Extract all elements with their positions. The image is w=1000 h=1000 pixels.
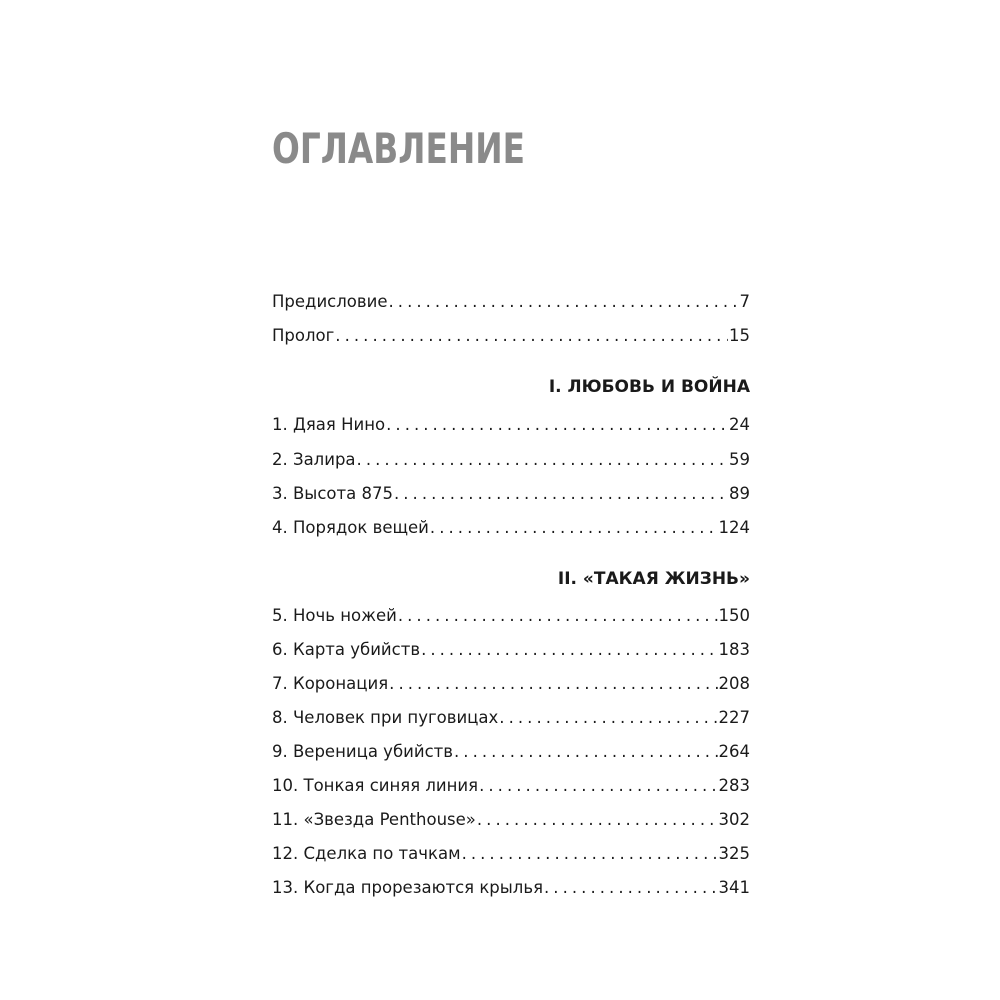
part-heading-1: I. ЛЮБОВЬ И ВОЙНА: [548, 377, 750, 397]
dot-leader: [477, 808, 718, 832]
dot-leader: [499, 706, 717, 730]
toc-entry[interactable]: [272, 448, 750, 472]
toc-entry-label: 9. Вереница убийств: [272, 742, 453, 761]
page-title: ОГЛАВЛЕНИЕ: [272, 124, 526, 173]
dot-leader: [386, 413, 728, 437]
toc-entry[interactable]: [272, 876, 750, 900]
toc-entry-page: 341: [718, 878, 750, 897]
toc-entry-label: 6. Карта убийств: [272, 640, 421, 659]
toc-entry-label: 11. «Звезда Penthouse»: [272, 810, 476, 829]
toc-entry-label: 1. Дяая Нино: [272, 415, 386, 434]
toc-entry[interactable]: [272, 740, 750, 764]
toc-entry-label: 10. Тонкая синяя линия: [272, 776, 479, 795]
toc-entry-label: 2. Залира: [272, 450, 356, 469]
toc-entry[interactable]: [272, 774, 750, 798]
toc-entry-page: 89: [729, 484, 750, 503]
dot-leader: [421, 638, 717, 662]
toc-entry-page: 283: [718, 776, 750, 795]
toc-entry-page: 15: [729, 326, 750, 345]
part-heading-2: II. «ТАКАЯ ЖИЗНЬ»: [557, 569, 750, 589]
toc-entry-page: 124: [718, 518, 750, 537]
toc-entry[interactable]: [272, 516, 750, 540]
toc-entry[interactable]: [272, 706, 750, 730]
toc-entry-label: 13. Когда прорезаются крылья: [272, 878, 544, 897]
dot-leader: [389, 672, 717, 696]
toc-entry-page: 227: [718, 708, 750, 727]
toc-entry[interactable]: [272, 672, 750, 696]
toc-entry-label: Предисловие: [272, 292, 388, 311]
toc-entry-page: 7: [739, 292, 750, 311]
toc-entry-page: 150: [718, 606, 750, 625]
toc-entry-page: 208: [718, 674, 750, 693]
dot-leader: [357, 448, 728, 472]
toc-entry-label: 3. Высота 875: [272, 484, 393, 503]
dot-leader: [388, 290, 738, 314]
toc-entry-label: 12. Сделка по тачкам: [272, 844, 461, 863]
toc-entry-page: 24: [729, 415, 750, 434]
dot-leader: [479, 774, 717, 798]
dot-leader: [398, 604, 718, 628]
dot-leader: [454, 740, 718, 764]
dot-leader: [462, 842, 718, 866]
toc-entry-label: 7. Коронация: [272, 674, 389, 693]
toc-entry[interactable]: [272, 842, 750, 866]
toc-entry-page: 325: [718, 844, 750, 863]
dot-leader: [430, 516, 718, 540]
dot-leader: [394, 482, 728, 506]
toc-entry-page: 302: [718, 810, 750, 829]
dot-leader: [544, 876, 717, 900]
dot-leader: [335, 324, 728, 348]
toc-entry-prologue[interactable]: [272, 324, 750, 348]
toc-entry-page: 59: [729, 450, 750, 469]
toc-entry-label: Пролог: [272, 326, 335, 345]
toc-entry[interactable]: [272, 808, 750, 832]
toc-entry[interactable]: [272, 638, 750, 662]
toc-entry-page: 264: [718, 742, 750, 761]
toc-entry-label: 4. Порядок вещей: [272, 518, 429, 537]
toc-entry[interactable]: [272, 482, 750, 506]
toc-entry-label: 8. Человек при пуговицах: [272, 708, 499, 727]
toc-entry-foreword[interactable]: [272, 290, 750, 314]
toc-entry-label: 5. Ночь ножей: [272, 606, 397, 625]
toc-entry-page: 183: [718, 640, 750, 659]
toc-entry[interactable]: [272, 413, 750, 437]
toc-entry[interactable]: [272, 604, 750, 628]
